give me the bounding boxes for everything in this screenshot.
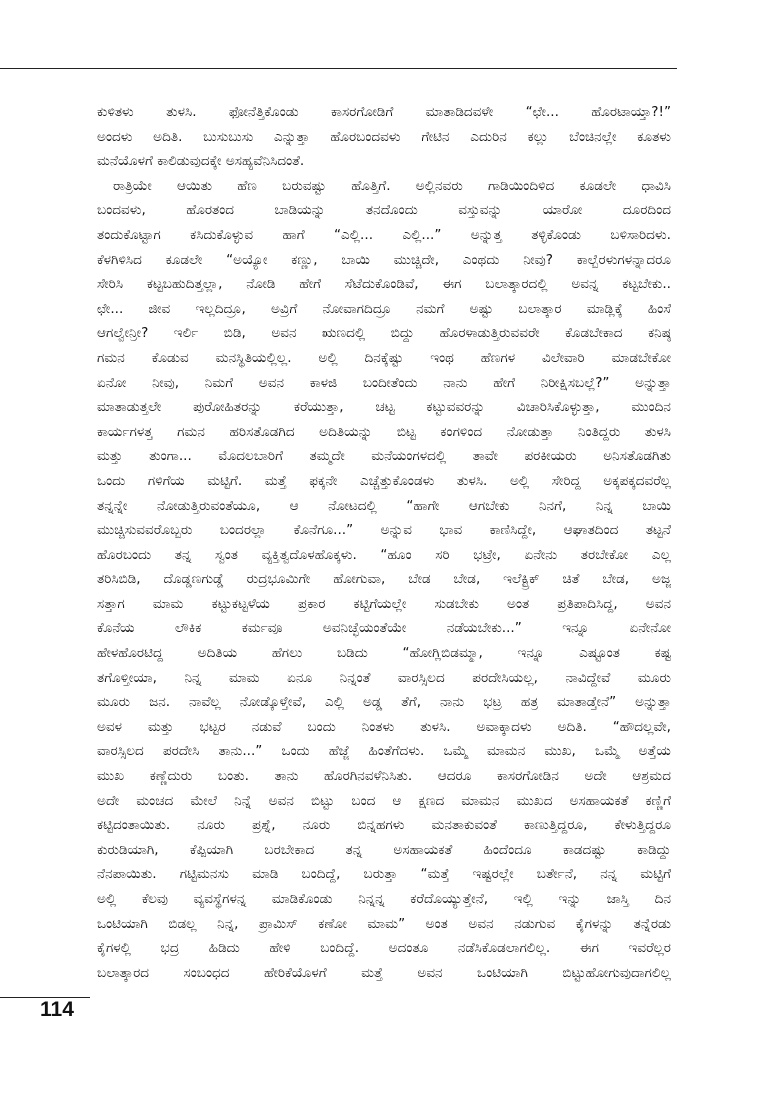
header-rule <box>0 68 677 69</box>
text-line: ಒಂದು ಗಳಿಗೆಯ ಮಟ್ಟಿಗೆ. ಮತ್ತೆ ಫಕ್ಕನೇ ಎಚ್ಚೆತ್ತುಕೊಂಡಳು ತುಳಸಿ. ಅಲ್ಲಿ ಸೇರಿದ್ದ ಅಕ್ಕಪಕ್ಕದವರೆಲ್ಲ <box>97 472 671 489</box>
text-line: ಮತ್ತು ತುಂಗಾ... ಮೊದಲಬಾರಿಗೆ ತಮ್ಮದೇ ಮನೆಯಂಗಳದಲ್ಲಿ ತಾವೇ ಪರಕೀಯರು ಅನಿಸತೊಡಗಿತು <box>97 448 671 465</box>
text-line: ಒಂಟಿಯಾಗಿ ಬಿಡಲ್ಲ ನಿನ್ನ, ಪ್ರಾಮಿಸ್ ಕಣೋ ಮಾಮ” ಅಂತ ಅವನ ನಡುಗುವ ಕೈಗಳನ್ನು ತನ್ನೆರಡು <box>97 915 671 932</box>
text-line: ಹೊರಬಂದು ತನ್ನ ಸ್ವಂತ ವ್ಯಕ್ತಿತ್ವದೊಳಹೊಕ್ಕಳು. “ಹೂಂ ಸರಿ ಭಟ್ರೇ, ಏನೇನು ತರಬೇಕೋ ಎಲ್ಲ <box>97 546 671 563</box>
text-line: ನೆನಪಾಯಿತು. ಗಟ್ಟಿಮನಸು ಮಾಡಿ ಬಂದಿದ್ದೆ, ಬರುತ್ತಾ “ಮತ್ತೆ ಇಷ್ಟರಲ್ಲೇ ಬರ್ತೇನೆ, ನನ್ನ ಮಟ್ಟಿಗೆ <box>97 866 671 883</box>
text-line: ಸತ್ತಾಗ ಮಾಮ ಕಟ್ಟುಕಟ್ಟಳೆಯ ಪ್ರಕಾರ ಕಟ್ಟಿಗೆಯಲ್ಲೇ ಸುಡಬೇಕು ಅಂತ ಪ್ರತಿಪಾದಿಸಿದ್ದ, ಅವನ <box>97 595 671 612</box>
text-line: ಕುರುಡಿಯಾಗಿ, ಕೆಪ್ಪಿಯಾಗಿ ಬರಬೇಕಾದ ತನ್ನ ಅಸಹಾಯಕತೆ ಹಿಂದೆಂದೂ ಕಾಡದಷ್ಟು ಕಾಡಿದ್ದು <box>97 841 671 858</box>
text-line: ಕೈಗಳಲ್ಲಿ ಭದ್ರ ಹಿಡಿದು ಹೇಳಿ ಬಂದಿದ್ದೆ. ಅದಂತೂ ನಡೆಸಿಕೊಡಲಾಗಲಿಲ್ಲ. ಈಗ ಇವರೆಲ್ಲರ <box>97 940 671 957</box>
text-line: ಹೇಳಹೊರಟಿದ್ದ ಅದಿತಿಯ ಹೆಗಲು ಬಡಿದು “ಹೋಗ್ಲಿಬಿಡಮ್ಮಾ, ಇನ್ನೂ ಎಷ್ಟೂಂತ ಕಷ್ಟ <box>97 645 671 662</box>
text-line: ಅದೇ ಮಂಚದ ಮೇಲೆ ನಿನ್ನೆ ಅವನ ಬಿಟ್ಟು ಬಂದ ಆ ಕ್ಷಣದ ಮಾಮನ ಮುಖದ ಅಸಹಾಯಕತೆ ಕಣ್ಣಿಗೆ <box>97 792 671 809</box>
text-line: ಮೂರು ಜನ. ನಾವೆಲ್ಲ ನೋಡ್ಕೊಳ್ತೇವೆ, ಎಲ್ಲಿ ಅಡ್ಡ ತೆಗೆ, ನಾನು ಭಟ್ರ ಹತ್ರ ಮಾತಾಡ್ತೇನೆ” ಅನ್ನುತ್ತಾ <box>97 694 671 711</box>
text-line: ತಗೊಳ್ತೀಯಾ, ನಿನ್ನ ಮಾಮ ಏನೂ ನಿನ್ನಂತೆ ವಾರಸ್ಸಿಲದ ಪರದೇಸಿಯಲ್ಲ, ನಾವಿದ್ದೇವೆ ಮೂರು <box>97 669 671 686</box>
text-line: ಅಂದಳು ಅದಿತಿ. ಬುಸುಬುಸು ಎನ್ನುತ್ತಾ ಹೊರಬಂದವಳು ಗೇಟಿನ ಎದುರಿನ ಕಲ್ಲು ಬೆಂಚಿನಲ್ಲೇ ಕೂತಳು <box>97 128 671 145</box>
text-line: ಅಲ್ಲಿ ಕೆಲವು ವ್ಯವಸ್ಥೆಗಳನ್ನ ಮಾಡಿಕೊಂಡು ನಿನ್ನನ್ನ ಕರೆದೊಯ್ಯುತ್ತೇನೆ, ಇಲ್ಲಿ ಇನ್ನು ಜಾಸ್ತಿ ದಿನ <box>97 891 671 907</box>
text-line: ಮುಚ್ಚಿಸುವವರೊಬ್ಬರು ಬಂದರಲ್ಲಾ ಕೊನೆಗೂ...” ಅನ್ನುವ ಭಾವ ಕಾಣಿಸಿದ್ದೇ, ಆಘಾತದಿಂದ ತಟ್ಟನೆ <box>97 522 671 539</box>
text-line: ಗಮನ ಕೊಡುವ ಮನಸ್ಥಿತಿಯಲ್ಲಿಲ್ಲ. ಅಲ್ಲಿ ದಿನಕ್ಕೆಷ್ಟು ಇಂಥ ಹೆಣಗಳ ವಿಲೇವಾರಿ ಮಾಡಬೇಕೋ <box>97 349 671 366</box>
text-line: ಮುಖ ಕಣ್ಣೆದುರು ಬಂತು. ತಾನು ಹೊರಗಿನವಳೆನಿಸಿತು. ಆದರೂ ಕಾಸರಗೋಡಿನ ಅದೇ ಆಶ್ರಮದ <box>97 768 671 785</box>
text-line: ಏನೋ ನೀವು, ನಿಮಗೆ ಅವನ ಕಾಳಜಿ ಬಂದೀತೆಂದು ನಾನು ಹೇಗೆ ನಿರೀಕ್ಷಿಸಬಲ್ಲೆ?” ಅನ್ನುತ್ತಾ <box>97 374 671 391</box>
text-line: ಕುಳಿತಳು ತುಳಸಿ. ಫೋನೆತ್ತಿಕೊಂಡು ಕಾಸರಗೋಡಿಗೆ ಮಾತಾಡಿದವಳೇ “ಛೇ... ಹೊರಟಾಯ್ತಾ?!” <box>97 104 671 120</box>
text-line: ಬಂದವಳು, ಹೊರತಂದ ಬಾಡಿಯನ್ನು ತನದೊಂದು ವಸ್ತುವನ್ನು ಯಾರೋ ದೂರದಿಂದ <box>97 202 671 219</box>
text-line: ಆಗಲ್ವೇನ್ರೀ? ಇರ್ಲಿ ಬಿಡಿ, ಅವನ ಋಣದಲ್ಲಿ ಬಿದ್ದು ಹೊರಳಾಡುತ್ತಿರುವವರೇ ಕೊಡಬೇಕಾದ ಕನಿಷ್ಠ <box>97 325 671 342</box>
text-line: ಬಲಾತ್ಕಾರದ ಸಂಬಂಧದ ಹೇರಿಕೆಯೊಳಗೆ ಮತ್ತೆ ಅವನ ಒಂಟಿಯಾಗಿ ಬಿಟ್ಟುಹೋಗುವುದಾಗಲಿಲ್ಲ <box>97 964 671 981</box>
body-text <box>97 100 671 985</box>
text-line: ಮಾತಾಡುತ್ತಲೇ ಪುರೋಹಿತರನ್ನು ಕರೆಯುತ್ತಾ, ಚಟ್ಟ ಕಟ್ಟುವವರನ್ನು ವಿಚಾರಿಸಿಕೊಳ್ಳುತ್ತಾ, ಮುಂದಿನ <box>97 399 671 416</box>
text-line: ಕೊನೆಯ ಲೌಕಿಕ ಕರ್ಮವೂ ಅವನಿಚ್ಛೆಯಂತೆಯೇ ನಡೆಯಬೇಕು...” ಇನ್ನೂ ಏನೇನೋ <box>97 620 671 637</box>
text-line: ಅವಳ ಮತ್ತು ಭಟ್ಟರ ನಡುವೆ ಬಂದು ನಿಂತಳು ತುಳಸಿ. ಅವಾಕ್ಕಾದಳು ಅದಿತಿ. “ಹೌದಲ್ಲವೇ, <box>97 718 671 735</box>
text-line: ಕಟ್ಟಿದಂತಾಯಿತು. ನೂರು ಪ್ರಶ್ನೆ, ನೂರು ಬಿನ್ನಹಗಳು ಮನತಾಕುವಂತೆ ಕಾಣುತ್ತಿದ್ದರೂ, ಕೇಳುತ್ತಿದ್ದರೂ <box>97 817 671 834</box>
text-line: ರಾತ್ರಿಯೇ ಆಯಿತು ಹೆಣ ಬರುವಷ್ಟು ಹೊತ್ತಿಗೆ. ಅಲ್ಲಿನವರು ಗಾಡಿಯಿಂದಿಳಿದ ಕೂಡಲೇ ಧಾವಿಸಿ <box>113 177 671 194</box>
text-line: ಸೇರಿಸಿ ಕಟ್ಟಬಹುದಿತ್ತಲ್ಲಾ, ನೋಡಿ ಹೇಗೆ ಸೆಟೆದುಕೊಂಡಿವೆ, ಈಗ ಬಲಾತ್ಕಾರದಲ್ಲಿ ಅವನ್ನ ಕಟ್ಟಬೇಕು.. <box>97 276 671 293</box>
text-line: ಕಾರ್ಯಗಳತ್ತ ಗಮನ ಹರಿಸತೊಡಗಿದ ಅದಿತಿಯನ್ನು ಬಿಟ್ಟ ಕಂಗಳಿಂದ ನೋಡುತ್ತಾ ನಿಂತಿದ್ದರು ತುಳಸಿ <box>97 423 671 440</box>
text-line: ತರಿಸಿಬಿಡಿ, ದೊಡ್ಡಣಗುಡ್ಡೆ ರುದ್ರಭೂಮಿಗೇ ಹೋಗುವಾ, ಬೇಡ ಬೇಡ, ಇಲೆಕ್ಟ್ರಿಕ್ ಚಿತೆ ಬೇಡ, ಅಜ್ಜ <box>97 571 671 588</box>
text-line: ವಾರಸ್ಸಿಲದ ಪರದೇಸಿ ತಾನು...” ಒಂದು ಹೆಜ್ಜೆ ಹಿಂತೆಗೆದಳು. ಒಮ್ಮೆ ಮಾಮನ ಮುಖ, ಒಮ್ಮೆ ಅತ್ತೆಯ <box>97 743 671 760</box>
text-line: ಕೆಳಗಿಳಿಸಿದ ಕೂಡಲೇ “ಅಯ್ಯೋ ಕಣ್ಣು, ಬಾಯಿ ಮುಚ್ಚಿದೇ, ಎಂಥದು ನೀವು? ಕಾಲ್ಬೆರಳುಗಳನ್ನಾದರೂ <box>97 251 671 268</box>
text-line: ತಂದುಕೊಟ್ಟಾಗ ಕಸಿದುಕೊಳ್ಳುವ ಹಾಗೆ “ಎಲ್ಲಿ... ಎಲ್ಲಿ...” ಅನ್ನುತ್ತ ತಳ್ಳಿಕೊಂಡು ಬಳಿಸಾರಿದಳು. <box>97 226 671 243</box>
text-line: ಛೇ... ಜೀವ ಇಲ್ಲದಿದ್ರೂ, ಅವ್ರಿಗೆ ನೋವಾಗದಿದ್ರೂ ನಮಗೆ ಅಷ್ಟು ಬಲಾತ್ಕಾರ ಮಾಡ್ಲಿಕ್ಕೆ ಹಿಂಸೆ <box>97 300 671 317</box>
page-number: 114 <box>40 998 74 1021</box>
text-line: ತನ್ನನ್ನೇ ನೋಡುತ್ತಿರುವಂತೆಯೂ, ಆ ನೋಟದಲ್ಲಿ “ಹಾಗೇ ಆಗಬೇಕು ನಿನಗೆ, ನಿನ್ನ ಬಾಯಿ <box>97 497 671 514</box>
text-line: ಮನೆಯೊಳಗೆ ಕಾಲಿಡುವುದಕ್ಕೇ ಅಸಹ್ಯವೆನಿಸಿದಂತೆ. <box>97 153 305 170</box>
